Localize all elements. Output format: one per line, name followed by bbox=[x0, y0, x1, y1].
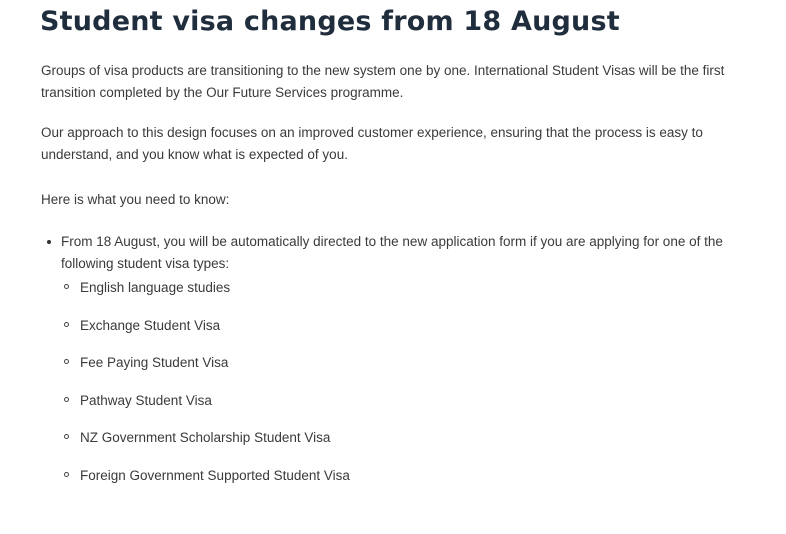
page-title: Student visa changes from 18 August bbox=[40, 6, 620, 37]
list-item bbox=[64, 391, 664, 411]
visa-type-label: Pathway Student Visa bbox=[80, 393, 212, 408]
bullet-text: From 18 August, you will be automatically directed to the new application form if you are applying for one of the following student visa types: bbox=[61, 234, 723, 271]
list-item bbox=[64, 428, 664, 448]
circle-bullet-icon bbox=[64, 472, 69, 477]
list-item bbox=[64, 278, 664, 298]
visa-type-label: English language studies bbox=[80, 280, 231, 295]
list-item bbox=[64, 466, 664, 486]
circle-bullet-icon bbox=[64, 434, 69, 439]
approach-paragraph: Our approach to this design focuses on an improved customer experience, ensuring that the process is easy to understand, and you know what is expected of you. bbox=[41, 125, 703, 162]
circle-bullet-icon bbox=[64, 397, 69, 402]
intro-paragraph: Groups of visa products are transitioning to the new system one by one. International Student Visas will be the first transition completed by the Our Future Services programme. bbox=[41, 63, 725, 100]
list-item bbox=[64, 316, 664, 336]
visa-type-label: Foreign Government Supported Student Visa bbox=[80, 468, 350, 483]
visa-type-label: NZ Government Scholarship Student Visa bbox=[80, 430, 331, 445]
need-to-know-paragraph: Here is what you need to know: bbox=[41, 192, 230, 207]
circle-bullet-icon bbox=[64, 284, 69, 289]
circle-bullet-icon bbox=[64, 322, 69, 327]
visa-type-label: Fee Paying Student Visa bbox=[80, 355, 229, 370]
visa-type-label: Exchange Student Visa bbox=[80, 318, 221, 333]
circle-bullet-icon bbox=[64, 359, 69, 364]
bullet-dot-icon bbox=[47, 240, 51, 244]
list-item bbox=[64, 353, 664, 373]
